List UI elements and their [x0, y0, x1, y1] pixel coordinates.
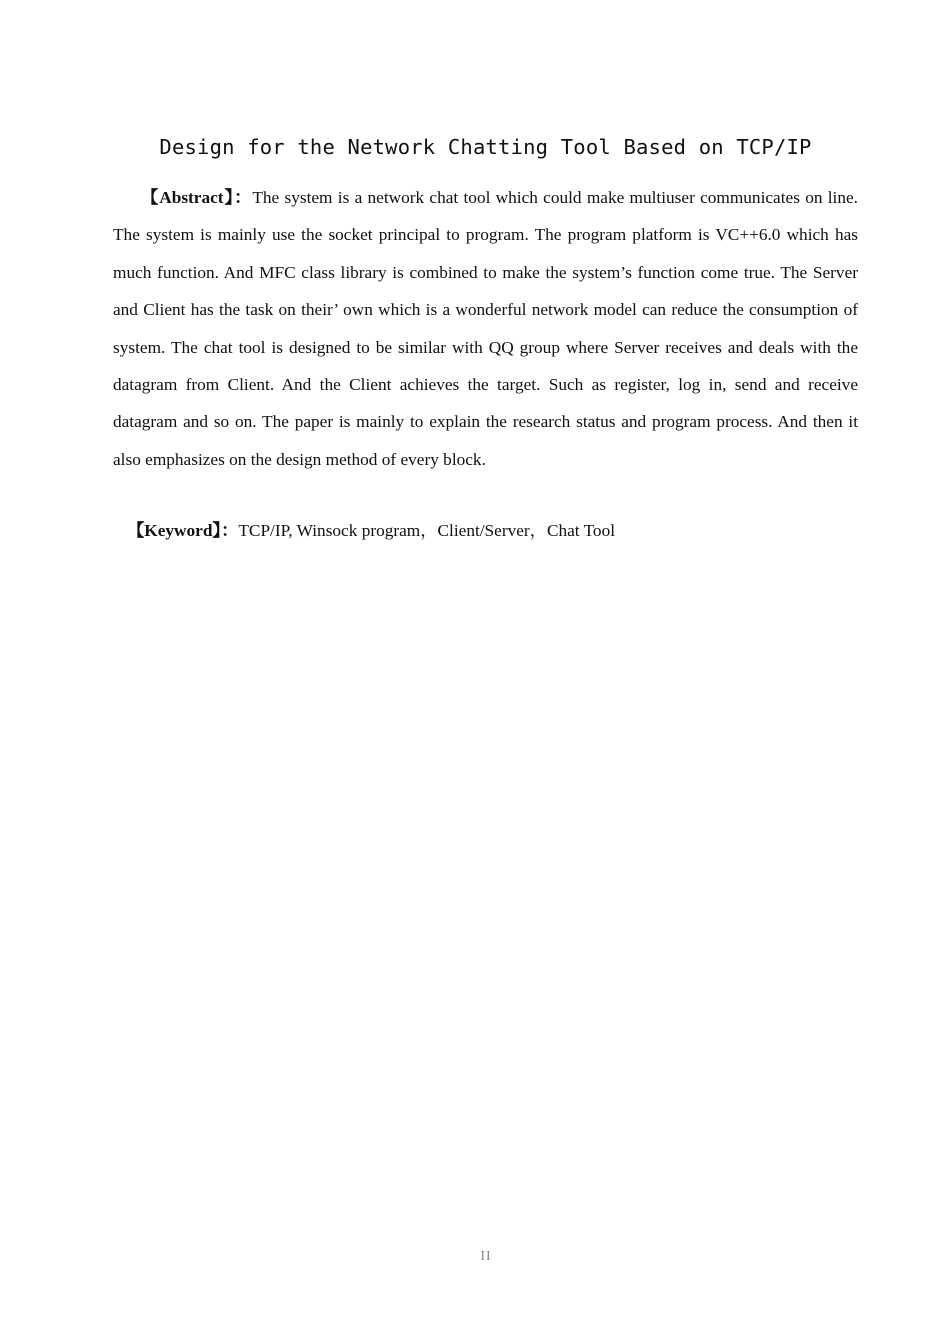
page-number: II — [480, 1249, 492, 1264]
abstract-label: 【Abstract】： — [141, 188, 253, 207]
document-title: Design for the Network Chatting Tool Based on TCP/IP — [159, 135, 812, 159]
keywords-text: TCP/IP, Winsock program，Client/Server，Chat Tool — [238, 521, 616, 540]
abstract-paragraph — [113, 179, 858, 478]
keywords-label: 【Keyword】： — [127, 521, 239, 540]
keywords-line — [113, 513, 858, 549]
abstract-text: The system is a network chat tool which could make multiuser communicates on line. The system is mainly use the socket principal to program. The program platform is VC++6.0 which has much function. And MFC class library is combined to make the system’s function come true. The Server and Client has the task on their’ own which is a wonderful network model can reduce the consumption of system. The chat tool is designed to be similar with QQ group where Server receives and deals with the datagram from Client. And the Client achieves the target. Such as register, log in, send and receive datagram and so on. The paper is mainly to explain the research status and program process. And then it also emphasizes on the design method of every block. — [113, 188, 858, 469]
